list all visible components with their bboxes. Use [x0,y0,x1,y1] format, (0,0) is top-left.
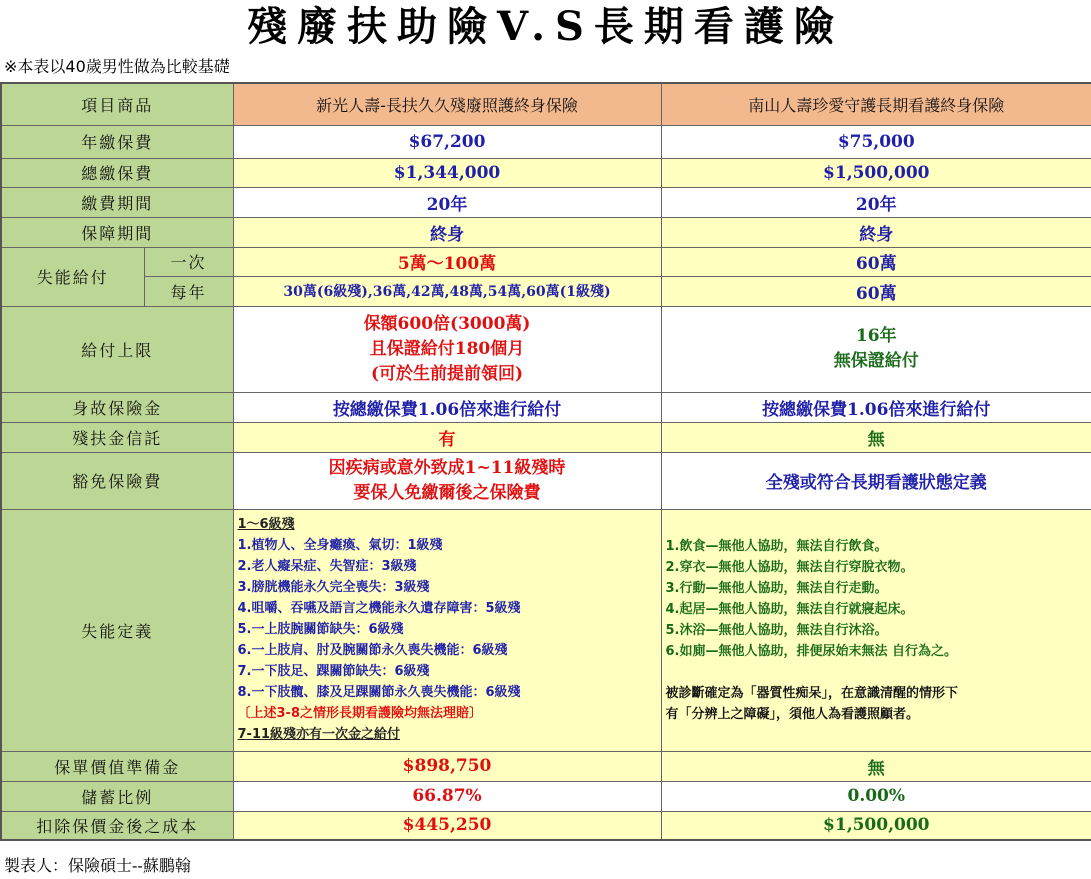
payout-limit-b-line: 無保證給付 [833,351,919,371]
disability-annual-a: 30萬(6級殘),36萬,42萬,48萬,54萬,60萬(1級殘) [233,276,661,306]
definition-b-item: 3.行動—無他人協助，無法自行走動。 [665,580,888,596]
net-cost-row [1,811,1091,840]
definition-a [233,509,661,751]
definition-b-spacer [666,662,1091,683]
definition-b [661,509,1091,751]
definition-a-footer: 7-11級殘亦有一次金之給付 [237,726,401,742]
payout-limit-a-line: 且保證給付180個月 [369,338,525,359]
product-b-name: 南山人壽珍愛守護長期看護終身保險 [661,83,1091,125]
payout-limit-b-line: 16年 [855,326,897,346]
definition-b-note: 被診斷確定為「器質性痴呆」，在意識清醒的情形下 [665,685,959,701]
net-cost-b: $1,500,000 [661,811,1091,840]
waiver-a-line: 要保人免繳爾後之保險費 [353,482,541,503]
death-benefit-row [1,392,1091,422]
definition-a-item: 2.老人癡呆症、失智症：3級殘 [237,558,417,574]
savings-ratio-row [1,781,1091,811]
net-cost-label: 扣除保價金後之成本 [1,811,233,840]
disability-annual-label: 每年 [144,276,233,306]
death-benefit-a: 按總繳保費1.06倍來進行給付 [233,392,661,422]
disability-lump-label: 一次 [144,247,233,276]
coverage-period-a: 終身 [233,217,661,247]
reserve-label: 保單價值準備金 [1,751,233,781]
definition-a-note: 〔上述3-8之情形長期看護險均無法理賠〕 [237,705,483,721]
definition-a-item: 5.一上肢腕關節缺失：6級殘 [237,621,404,637]
waiver-b: 全殘或符合長期看護狀態定義 [661,452,1091,509]
coverage-period-label: 保障期間 [1,217,233,247]
disability-lump-a: 5萬～100萬 [233,247,661,276]
header-row [1,83,1091,125]
reserve-b: 無 [661,751,1091,781]
product-a-name: 新光人壽-長扶久久殘廢照護終身保險 [233,83,661,125]
payment-period-b: 20年 [661,187,1091,217]
definition-b-item: 5.沐浴—無他人協助，無法自行沐浴。 [665,622,888,638]
definition-a-item: 4.咀嚼、吞嚥及語言之機能永久遺存障害：5級殘 [237,600,521,616]
trust-row [1,422,1091,452]
definition-label: 失能定義 [1,509,233,751]
waiver-a [233,452,661,509]
basis-note: ※本表以40歲男性做為比較基礎 [4,57,230,76]
payment-period-a: 20年 [233,187,661,217]
payout-limit-a [233,306,661,392]
coverage-period-row [1,217,1091,247]
trust-label: 殘扶金信託 [1,422,233,452]
definition-b-note: 有「分辨上之障礙」，須他人為看護照顧者。 [665,706,920,722]
savings-ratio-a: 66.87% [233,781,661,811]
definition-a-item: 6.一上肢肩、肘及腕關節永久喪失機能：6級殘 [237,642,508,658]
death-benefit-label: 身故保險金 [1,392,233,422]
page-title: 殘廢扶助險V.S長期看護險 [247,3,844,50]
payout-limit-a-line: (可於生前提前領回) [370,363,524,384]
coverage-period-b: 終身 [661,217,1091,247]
definition-a-item: 3.膀胱機能永久完全喪失：3級殘 [237,579,430,595]
payment-period-label: 繳費期間 [1,187,233,217]
annual-premium-b: $75,000 [661,125,1091,158]
payout-limit-label: 給付上限 [1,306,233,392]
total-premium-row [1,158,1091,187]
annual-premium-a: $67,200 [233,125,661,158]
reserve-a: $898,750 [233,751,661,781]
disability-annual-b: 60萬 [661,276,1091,306]
total-premium-label: 總繳保費 [1,158,233,187]
savings-ratio-label: 儲蓄比例 [1,781,233,811]
definition-b-item: 4.起居—無他人協助，無法自行就寢起床。 [665,601,914,617]
reserve-row [1,751,1091,781]
trust-b: 無 [661,422,1091,452]
savings-ratio-b: 0.00% [661,781,1091,811]
annual-premium-row [1,125,1091,158]
comparison-table [0,82,1091,841]
author-credit: 製表人：保險碩士--蘇鵬翰 [4,856,191,875]
payment-period-row [1,187,1091,217]
definition-a-heading: 1～6級殘 [237,516,295,532]
header-label: 項目商品 [1,83,233,125]
definition-a-item: 7.一下肢足、踝關節缺失：6級殘 [237,663,430,679]
payout-limit-a-line: 保額600倍(3000萬) [363,313,531,334]
waiver-label: 豁免保險費 [1,452,233,509]
disability-benefit-label: 失能給付 [1,247,144,306]
annual-premium-label: 年繳保費 [1,125,233,158]
disability-lump-b: 60萬 [661,247,1091,276]
net-cost-a: $445,250 [233,811,661,840]
trust-a: 有 [233,422,661,452]
death-benefit-b: 按總繳保費1.06倍來進行給付 [661,392,1091,422]
definition-row [1,509,1091,751]
payout-limit-row [1,306,1091,392]
payout-limit-b [661,306,1091,392]
waiver-a-line: 因疾病或意外致成1~11級殘時 [328,457,566,478]
total-premium-b: $1,500,000 [661,158,1091,187]
definition-b-item: 1.飲食—無他人協助，無法自行飲食。 [665,538,888,554]
definition-b-item: 2.穿衣—無他人協助，無法自行穿脫衣物。 [665,559,914,575]
disability-lump-row [1,247,1091,276]
disability-annual-row [1,276,1091,306]
waiver-row [1,452,1091,509]
definition-b-item: 6.如廁—無他人協助，排便尿始末無法 自行為之。 [665,643,958,659]
definition-a-item: 1.植物人、全身癱瘓、氣切：1級殘 [237,537,443,553]
definition-a-item: 8.一下肢髖、膝及足踝關節永久喪失機能：6級殘 [237,684,521,700]
total-premium-a: $1,344,000 [233,158,661,187]
